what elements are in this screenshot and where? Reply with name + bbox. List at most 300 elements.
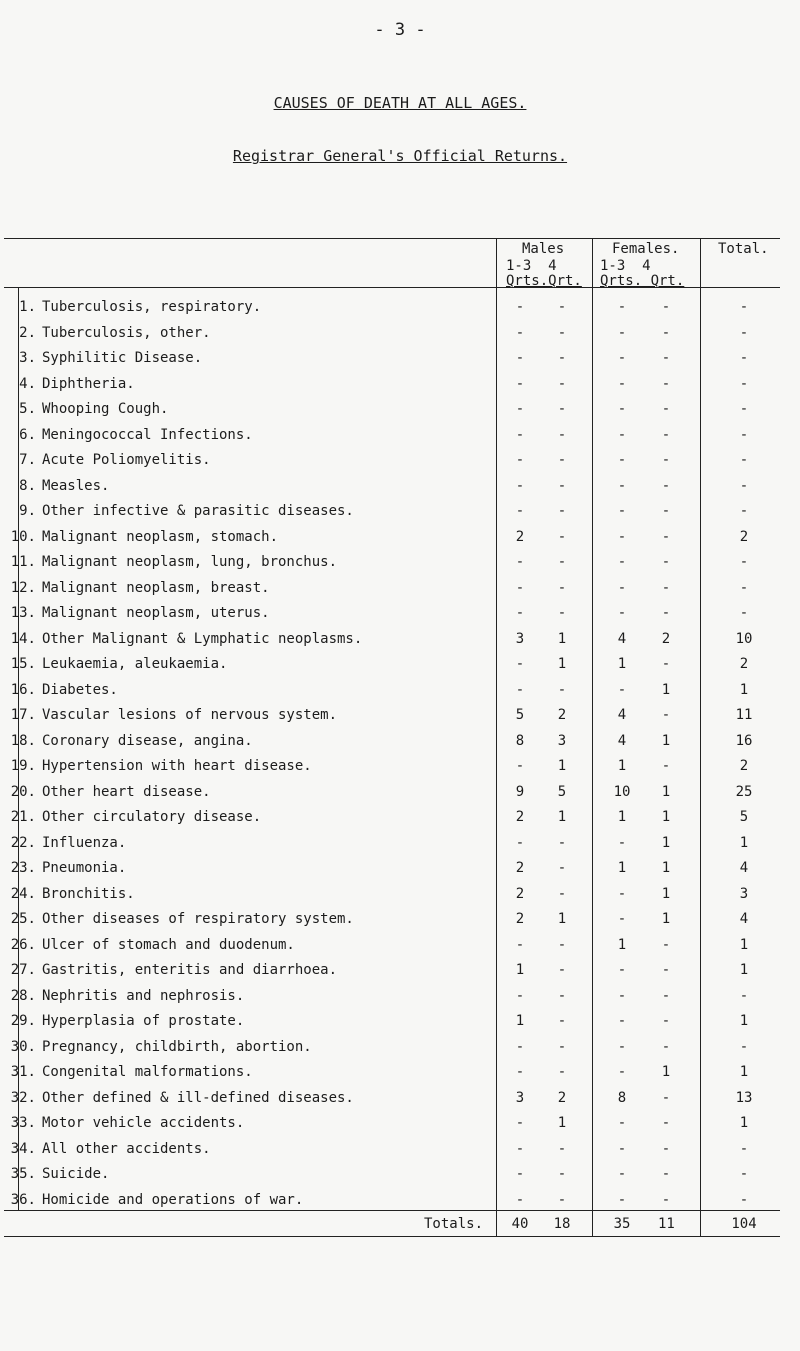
females-1-3-qrts: - [617,427,627,443]
row-number: 11. [10,554,36,570]
males-4-qrt: - [557,299,567,315]
males-1-3-qrts: - [515,350,525,366]
totals-males-4: 18 [553,1216,571,1232]
females-1-3-qrts: - [617,478,627,494]
females-4-qrt: - [661,1192,671,1208]
males-1-3-qrts: - [515,1039,525,1055]
males-4-qrt: 2 [557,707,567,723]
males-4-qrt: - [557,1141,567,1157]
males-1-3-qrts: 2 [515,860,525,876]
males-4-qrt: - [557,350,567,366]
females-1-3-qrts: 1 [617,809,627,825]
table-top-rule [4,238,780,239]
cause-label: Ulcer of stomach and duodenum. [42,937,295,953]
row-number: 15. [10,656,36,672]
females-1-3-qrts: - [617,988,627,1004]
cause-label: All other accidents. [42,1141,211,1157]
table-row [0,1189,800,1211]
males-4-qrt: - [557,682,567,698]
males-1-3-qrts: - [515,554,525,570]
males-4-qrt: - [557,962,567,978]
males-1-3-qrts: - [515,1064,525,1080]
total-value: 1 [739,937,749,953]
table-row [0,1087,800,1109]
total-value: 2 [739,656,749,672]
males-4-qrt: - [557,1064,567,1080]
females-1-3-qrts: - [617,376,627,392]
totals-males-1-3: 40 [511,1216,529,1232]
header-females-quarters: 1-3 4 [600,258,651,274]
males-4-qrt: 5 [557,784,567,800]
males-4-qrt: - [557,325,567,341]
row-number: 5. [19,401,36,417]
males-4-qrt: - [557,1166,567,1182]
cause-label: Whooping Cough. [42,401,169,417]
header-total: Total. [718,241,769,257]
cause-label: Malignant neoplasm, breast. [42,580,270,596]
males-1-3-qrts: - [515,299,525,315]
row-number: 31. [10,1064,36,1080]
females-4-qrt: 1 [661,682,671,698]
row-number: 18. [10,733,36,749]
cause-label: Hyperplasia of prostate. [42,1013,245,1029]
males-4-qrt: - [557,478,567,494]
table-row [0,296,800,318]
row-number: 29. [10,1013,36,1029]
males-1-3-qrts: 1 [515,1013,525,1029]
males-4-qrt: - [557,605,567,621]
total-value: - [739,1141,749,1157]
females-1-3-qrts: 10 [613,784,631,800]
cause-label: Diabetes. [42,682,118,698]
females-1-3-qrts: - [617,325,627,341]
males-1-3-qrts: - [515,1141,525,1157]
total-value: 1 [739,962,749,978]
cause-label: Pneumonia. [42,860,127,876]
row-number: 10. [10,529,36,545]
females-4-qrt: - [661,707,671,723]
males-1-3-qrts: - [515,580,525,596]
males-4-qrt: - [557,427,567,443]
males-1-3-qrts: 2 [515,911,525,927]
row-number: 13. [10,605,36,621]
cause-label: Other Malignant & Lymphatic neoplasms. [42,631,363,647]
row-number: 21. [10,809,36,825]
males-4-qrt: 1 [557,809,567,825]
females-4-qrt: 2 [661,631,671,647]
table-row [0,959,800,981]
females-4-qrt: - [661,478,671,494]
females-1-3-qrts: 1 [617,758,627,774]
total-value: - [739,1166,749,1182]
males-1-3-qrts: 1 [515,962,525,978]
males-4-qrt: 2 [557,1090,567,1106]
total-value: - [739,452,749,468]
females-4-qrt: - [661,452,671,468]
females-1-3-qrts: - [617,503,627,519]
females-4-qrt: - [661,580,671,596]
males-4-qrt: - [557,860,567,876]
total-value: - [739,554,749,570]
cause-label: Meningococcal Infections. [42,427,253,443]
table-row [0,832,800,854]
males-4-qrt: - [557,1039,567,1055]
table-row [0,475,800,497]
row-number: 36. [10,1192,36,1208]
total-value: - [739,605,749,621]
cause-label: Hypertension with heart disease. [42,758,312,774]
females-4-qrt: - [661,299,671,315]
males-4-qrt: - [557,1013,567,1029]
total-value: 13 [735,1090,753,1106]
cause-label: Nephritis and nephrosis. [42,988,245,1004]
males-4-qrt: - [557,1192,567,1208]
row-number: 27. [10,962,36,978]
row-number: 4. [19,376,36,392]
males-1-3-qrts: - [515,1192,525,1208]
males-1-3-qrts: - [515,1166,525,1182]
females-1-3-qrts: - [617,401,627,417]
cause-label: Other diseases of respiratory system. [42,911,354,927]
row-number: 14. [10,631,36,647]
females-4-qrt: - [661,1039,671,1055]
table-row [0,602,800,624]
males-1-3-qrts: 3 [515,631,525,647]
males-4-qrt: - [557,529,567,545]
females-1-3-qrts: - [617,1192,627,1208]
row-number: 12. [10,580,36,596]
table-row [0,322,800,344]
males-1-3-qrts: 2 [515,809,525,825]
males-1-3-qrts: 9 [515,784,525,800]
table-row [0,908,800,930]
table-row [0,1163,800,1185]
total-value: 1 [739,1013,749,1029]
row-number: 32. [10,1090,36,1106]
total-value: - [739,427,749,443]
females-4-qrt: - [661,503,671,519]
females-1-3-qrts: - [617,605,627,621]
females-4-qrt: - [661,656,671,672]
males-1-3-qrts: - [515,478,525,494]
total-value: 3 [739,886,749,902]
table-row [0,500,800,522]
males-4-qrt: 1 [557,758,567,774]
table-row [0,1010,800,1032]
males-4-qrt: - [557,988,567,1004]
table-row [0,679,800,701]
totals-females-1-3: 35 [613,1216,631,1232]
females-4-qrt: - [661,605,671,621]
table-row [0,781,800,803]
row-number: 8. [19,478,36,494]
total-value: - [739,988,749,1004]
table-row [0,1138,800,1160]
females-4-qrt: - [661,1090,671,1106]
total-value: 11 [735,707,753,723]
table-row [0,1036,800,1058]
females-4-qrt: 1 [661,784,671,800]
row-number: 6. [19,427,36,443]
males-1-3-qrts: - [515,988,525,1004]
males-1-3-qrts: - [515,835,525,851]
total-value: 4 [739,911,749,927]
males-1-3-qrts: 8 [515,733,525,749]
total-value: 1 [739,1115,749,1131]
total-value: 10 [735,631,753,647]
cause-label: Coronary disease, angina. [42,733,253,749]
row-number: 26. [10,937,36,953]
females-4-qrt: 1 [661,809,671,825]
females-4-qrt: - [661,401,671,417]
cause-label: Malignant neoplasm, stomach. [42,529,279,545]
females-1-3-qrts: - [617,682,627,698]
page-title: CAUSES OF DEATH AT ALL AGES. [273,94,527,112]
males-4-qrt: - [557,580,567,596]
row-number: 16. [10,682,36,698]
females-1-3-qrts: - [617,1115,627,1131]
males-1-3-qrts: - [515,682,525,698]
header-females: Females. [612,241,680,257]
males-1-3-qrts: - [515,325,525,341]
females-1-3-qrts: - [617,554,627,570]
cause-label: Measles. [42,478,110,494]
table-row [0,526,800,548]
table-row [0,347,800,369]
females-1-3-qrts: 4 [617,733,627,749]
header-females-qrts: Qrts. Qrt. [600,273,685,289]
females-4-qrt: - [661,350,671,366]
cause-label: Leukaemia, aleukaemia. [42,656,228,672]
males-4-qrt: - [557,376,567,392]
females-1-3-qrts: - [617,835,627,851]
cause-label: Vascular lesions of nervous system. [42,707,338,723]
cause-label: Tuberculosis, other. [42,325,211,341]
males-1-3-qrts: - [515,401,525,417]
females-4-qrt: - [661,1115,671,1131]
row-number: 33. [10,1115,36,1131]
males-1-3-qrts: - [515,376,525,392]
females-1-3-qrts: 4 [617,707,627,723]
cause-label: Syphilitic Disease. [42,350,203,366]
total-value: - [739,1192,749,1208]
females-4-qrt: - [661,1166,671,1182]
males-4-qrt: 1 [557,1115,567,1131]
males-1-3-qrts: - [515,1115,525,1131]
cause-label: Malignant neoplasm, lung, bronchus. [42,554,338,570]
page-number: - 3 - [374,20,426,40]
cause-label: Pregnancy, childbirth, abortion. [42,1039,312,1055]
females-4-qrt: - [661,325,671,341]
males-1-3-qrts: - [515,937,525,953]
females-1-3-qrts: - [617,886,627,902]
males-1-3-qrts: - [515,605,525,621]
males-1-3-qrts: 2 [515,529,525,545]
total-value: - [739,401,749,417]
females-1-3-qrts: 1 [617,860,627,876]
cause-label: Other circulatory disease. [42,809,262,825]
table-row [0,449,800,471]
males-4-qrt: - [557,835,567,851]
table-row [0,628,800,650]
females-1-3-qrts: - [617,1039,627,1055]
males-1-3-qrts: - [515,503,525,519]
table-row [0,730,800,752]
total-value: 25 [735,784,753,800]
table-row [0,1112,800,1134]
females-4-qrt: 1 [661,911,671,927]
males-1-3-qrts: - [515,758,525,774]
total-value: - [739,299,749,315]
cause-label: Motor vehicle accidents. [42,1115,245,1131]
table-row [0,424,800,446]
females-4-qrt: - [661,937,671,953]
total-value: 4 [739,860,749,876]
females-4-qrt: - [661,1013,671,1029]
cause-label: Malignant neoplasm, uterus. [42,605,270,621]
total-value: - [739,325,749,341]
header-males-quarters: 1-3 4 [506,258,557,274]
males-1-3-qrts: - [515,452,525,468]
table-row [0,373,800,395]
males-4-qrt: - [557,937,567,953]
females-1-3-qrts: - [617,962,627,978]
males-4-qrt: 1 [557,911,567,927]
cause-label: Suicide. [42,1166,110,1182]
page-subtitle: Registrar General's Official Returns. [232,147,568,165]
females-4-qrt: - [661,988,671,1004]
males-4-qrt: - [557,503,567,519]
females-1-3-qrts: - [617,299,627,315]
table-row [0,857,800,879]
totals-row [0,1213,800,1235]
males-4-qrt: - [557,886,567,902]
total-value: - [739,580,749,596]
table-row [0,1061,800,1083]
females-4-qrt: 1 [661,1064,671,1080]
total-value: 2 [739,529,749,545]
total-value: - [739,478,749,494]
row-number: 28. [10,988,36,1004]
cause-label: Other heart disease. [42,784,211,800]
females-4-qrt: 1 [661,835,671,851]
cause-label: Influenza. [42,835,127,851]
table-row [0,806,800,828]
males-1-3-qrts: 3 [515,1090,525,1106]
cause-label: Diphtheria. [42,376,135,392]
females-4-qrt: - [661,554,671,570]
row-number: 2. [19,325,36,341]
males-1-3-qrts: 2 [515,886,525,902]
males-1-3-qrts: 5 [515,707,525,723]
row-number: 17. [10,707,36,723]
total-value: - [739,1039,749,1055]
table-row [0,653,800,675]
males-4-qrt: - [557,401,567,417]
males-4-qrt: - [557,452,567,468]
cause-label: Gastritis, enteritis and diarrhoea. [42,962,338,978]
total-value: 1 [739,835,749,851]
cause-label: Homicide and operations of war. [42,1192,304,1208]
females-1-3-qrts: 1 [617,656,627,672]
row-number: 9. [19,503,36,519]
totals-label: Totals. [424,1216,484,1232]
table-row [0,755,800,777]
females-4-qrt: - [661,427,671,443]
row-number: 30. [10,1039,36,1055]
cause-label: Other infective & parasitic diseases. [42,503,354,519]
females-4-qrt: 1 [661,860,671,876]
total-value: 1 [739,1064,749,1080]
males-4-qrt: 1 [557,631,567,647]
females-1-3-qrts: 4 [617,631,627,647]
males-4-qrt: - [557,554,567,570]
females-1-3-qrts: - [617,350,627,366]
females-1-3-qrts: - [617,529,627,545]
total-value: 1 [739,682,749,698]
females-1-3-qrts: 1 [617,937,627,953]
total-value: - [739,376,749,392]
row-number: 25. [10,911,36,927]
total-value: 5 [739,809,749,825]
row-number: 7. [19,452,36,468]
males-1-3-qrts: - [515,656,525,672]
females-1-3-qrts: - [617,1013,627,1029]
cause-label: Tuberculosis, respiratory. [42,299,262,315]
row-number: 22. [10,835,36,851]
females-4-qrt: - [661,1141,671,1157]
total-value: - [739,503,749,519]
row-number: 34. [10,1141,36,1157]
males-4-qrt: 1 [557,656,567,672]
females-4-qrt: - [661,962,671,978]
cause-label: Bronchitis. [42,886,135,902]
row-number: 3. [19,350,36,366]
table-row [0,577,800,599]
table-row [0,551,800,573]
females-1-3-qrts: - [617,452,627,468]
table-row [0,704,800,726]
females-4-qrt: 1 [661,733,671,749]
totals-total: 104 [731,1216,757,1232]
table-row [0,398,800,420]
females-4-qrt: - [661,758,671,774]
females-1-3-qrts: - [617,1141,627,1157]
row-number: 24. [10,886,36,902]
row-number: 19. [10,758,36,774]
females-4-qrt: 1 [661,886,671,902]
cause-label: Other defined & ill-defined diseases. [42,1090,354,1106]
header-males-qrts: Qrts.Qrt. [506,273,582,289]
total-value: 16 [735,733,753,749]
cause-label: Acute Poliomyelitis. [42,452,211,468]
males-4-qrt: 3 [557,733,567,749]
table-row [0,934,800,956]
cause-label: Congenital malformations. [42,1064,253,1080]
row-number: 23. [10,860,36,876]
females-1-3-qrts: - [617,1064,627,1080]
table-bottom-rule [4,1236,780,1237]
males-1-3-qrts: - [515,427,525,443]
totals-females-4: 11 [658,1216,675,1232]
total-value: - [739,350,749,366]
header-males: Males [522,241,565,257]
table-row [0,883,800,905]
row-number: 20. [10,784,36,800]
females-1-3-qrts: - [617,580,627,596]
females-1-3-qrts: 8 [617,1090,627,1106]
row-number: 35. [10,1166,36,1182]
